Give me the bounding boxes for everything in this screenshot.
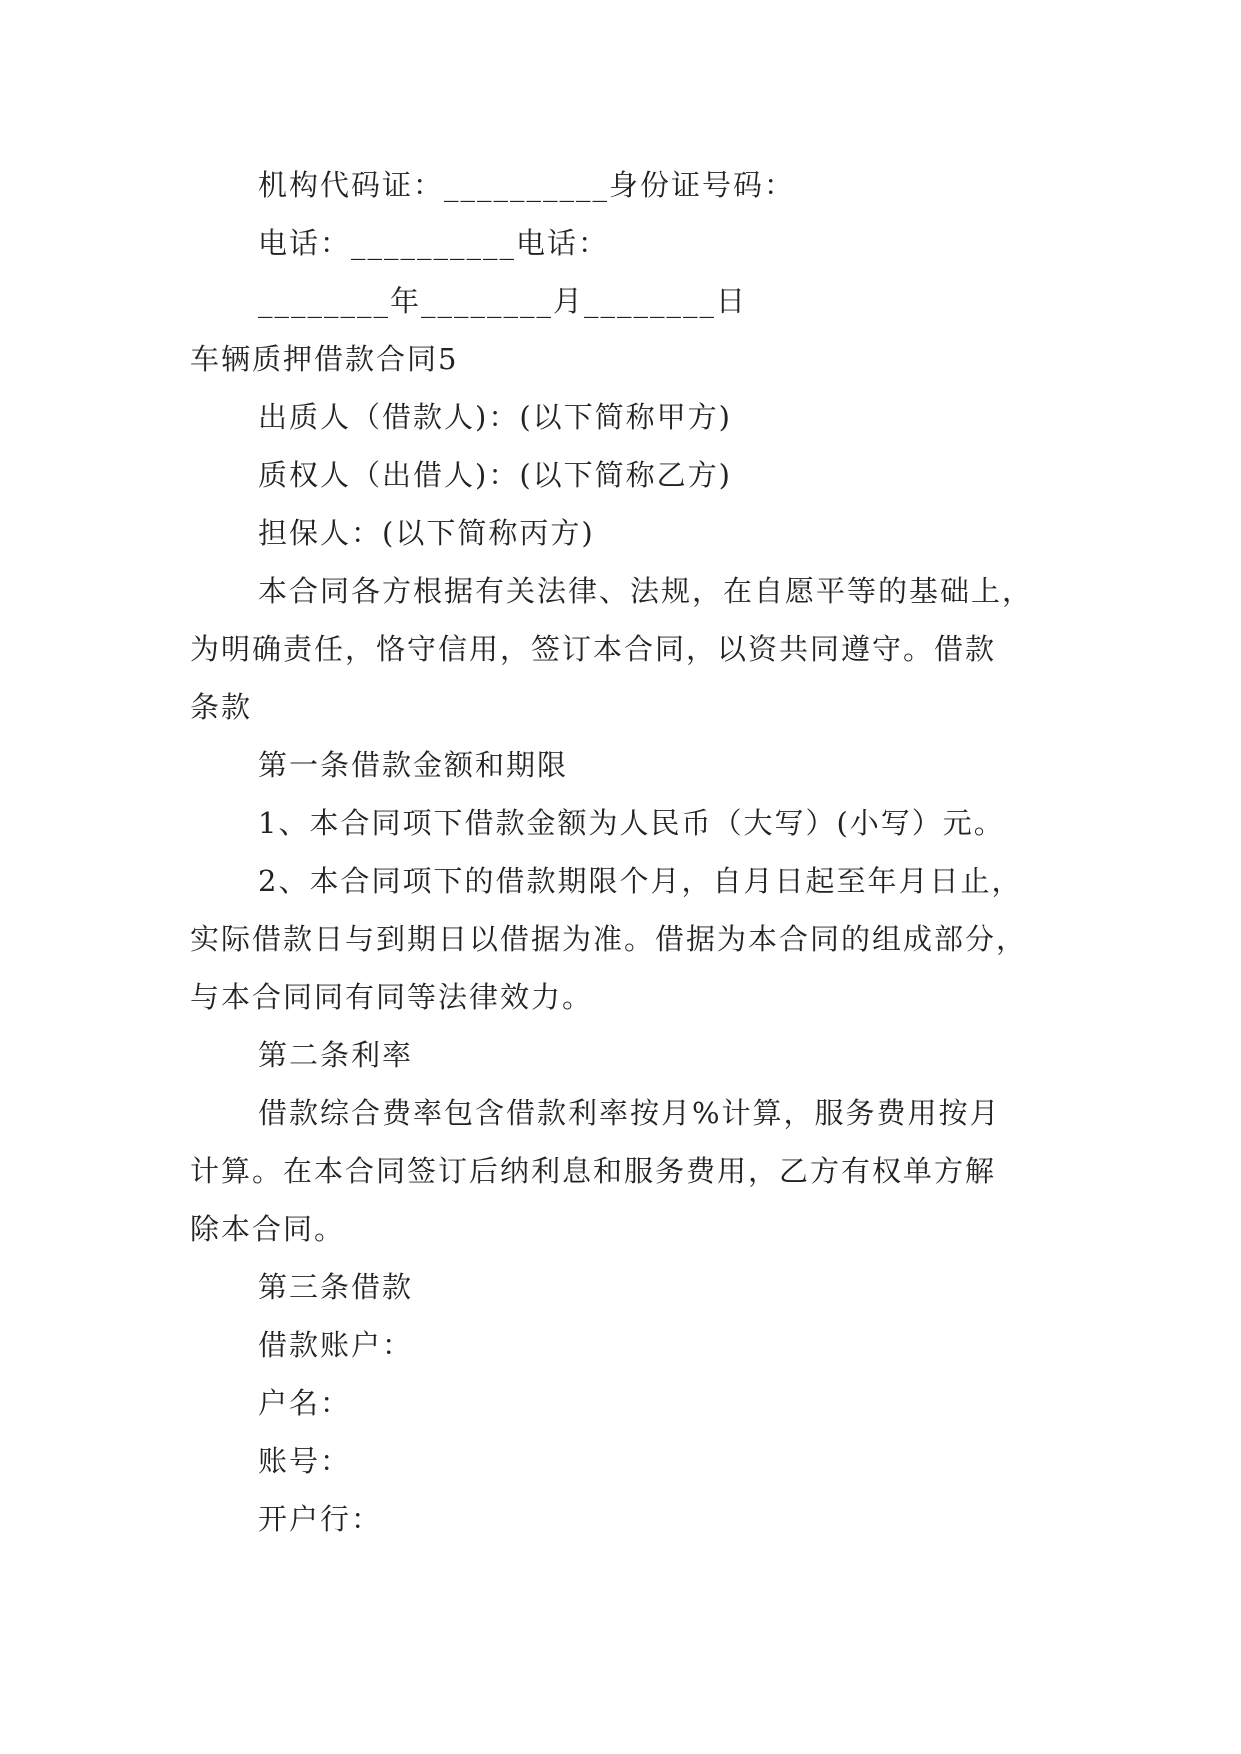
preamble-line-2: 为明确责任，恪守信用，签订本合同，以资共同遵守。借款 bbox=[190, 632, 997, 666]
loan-account-label: 借款账户： bbox=[258, 1328, 414, 1362]
account-name-label: 户名： bbox=[258, 1386, 352, 1420]
pledgee-line: 质权人（出借人)：(以下简称乙方) bbox=[258, 458, 732, 492]
article-1-item-2-line-1: 2、本合同项下的借款期限个月，自月日起至年月日止， bbox=[258, 864, 1023, 898]
article-2-text-line-1: 借款综合费率包含借款利率按月%计算，服务费用按月 bbox=[258, 1096, 1001, 1130]
opening-bank-label: 开户行： bbox=[258, 1502, 383, 1536]
article-2-heading: 第二条利率 bbox=[258, 1038, 414, 1072]
contract-title: 车辆质押借款合同5 bbox=[190, 342, 459, 376]
article-1-heading: 第一条借款金额和期限 bbox=[258, 748, 569, 782]
preamble-line-1: 本合同各方根据有关法律、法规，在自愿平等的基础上， bbox=[258, 574, 1034, 608]
guarantor-line: 担保人：(以下简称丙方) bbox=[258, 516, 595, 550]
article-1-item-2-line-2: 实际借款日与到期日以借据为准。借据为本合同的组成部分， bbox=[190, 922, 1028, 956]
article-1-item-2-line-3: 与本合同同有同等法律效力。 bbox=[190, 980, 594, 1014]
preamble-line-3: 条款 bbox=[190, 690, 253, 724]
pledgor-line: 出质人（借款人)：(以下简称甲方) bbox=[258, 400, 732, 434]
date-line: ________年________月________日 bbox=[258, 284, 748, 318]
article-2-text-line-3: 除本合同。 bbox=[190, 1212, 346, 1246]
org-code-id-line: 机构代码证：__________身份证号码： bbox=[258, 168, 796, 202]
account-number-label: 账号： bbox=[258, 1444, 352, 1478]
article-1-item-1: 1、本合同项下借款金额为人民币（大写）(小写）元。 bbox=[258, 806, 1005, 840]
article-3-heading: 第三条借款 bbox=[258, 1270, 414, 1304]
article-2-text-line-2: 计算。在本合同签订后纳利息和服务费用，乙方有权单方解 bbox=[190, 1154, 997, 1188]
phone-line: 电话：__________电话： bbox=[258, 226, 610, 260]
